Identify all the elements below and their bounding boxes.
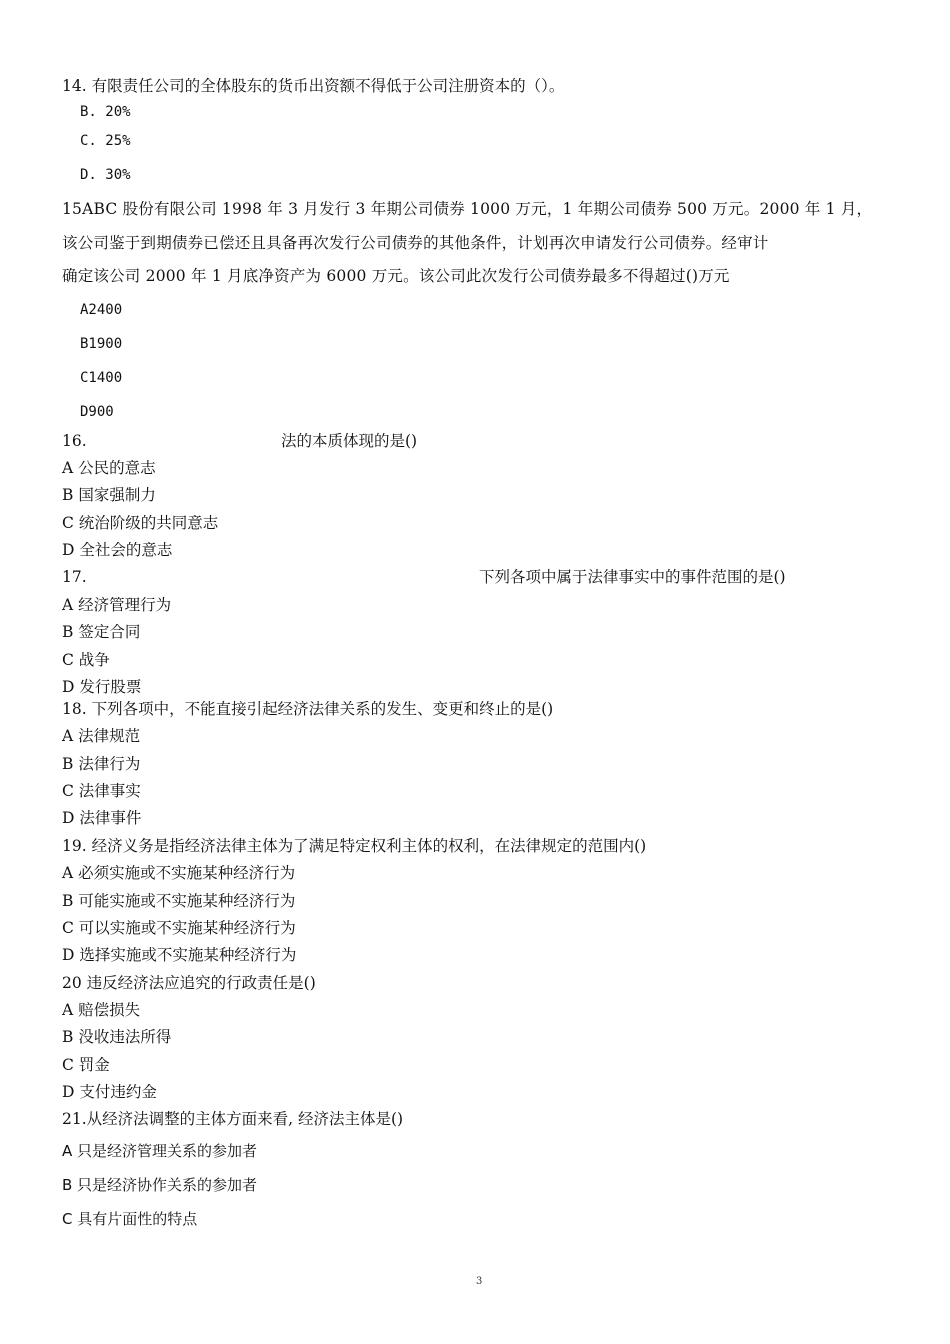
question-18-option-c: C 法律事实 bbox=[62, 782, 141, 800]
question-19-stem: 19. 经济义务是指经济法律主体为了满足特定权利主体的权利，在法律规定的范围内() bbox=[62, 837, 647, 855]
question-17-option-c: C 战争 bbox=[62, 651, 110, 669]
question-18-stem: 18. 下列各项中，不能直接引起经济法律关系的发生、变更和终止的是() bbox=[62, 700, 554, 718]
question-16-option-c: C 统治阶级的共同意志 bbox=[62, 514, 219, 532]
question-17-option-b: B 签定合同 bbox=[62, 623, 141, 641]
question-21-option-a: A 只是经济管理关系的参加者 bbox=[62, 1142, 258, 1160]
question-15-option-b: B1900 bbox=[80, 336, 123, 352]
question-15-stem-line1: 15ABC 股份有限公司 1998 年 3 月发行 3 年期公司债券 1000 万元，1 年期公司债券 500 万元。2000 年 1 月， bbox=[62, 200, 873, 218]
question-18-option-d: D 法律事件 bbox=[62, 809, 142, 827]
question-21-option-b: B 只是经济协作关系的参加者 bbox=[62, 1176, 258, 1194]
question-15-option-c: C1400 bbox=[80, 370, 123, 386]
question-14-option-b: B. 20% bbox=[80, 104, 131, 120]
question-14-option-d: D. 30% bbox=[80, 167, 131, 183]
question-17-number: 17. bbox=[62, 568, 87, 586]
question-20-option-d: D 支付违约金 bbox=[62, 1083, 157, 1101]
question-16-option-b: B 国家强制力 bbox=[62, 486, 156, 504]
question-19-option-b: B 可能实施或不实施某种经济行为 bbox=[62, 892, 296, 910]
question-16-number: 16. bbox=[62, 432, 87, 450]
question-15-option-a: A2400 bbox=[80, 302, 123, 318]
question-19-option-d: D 选择实施或不实施某种经济行为 bbox=[62, 946, 297, 964]
question-14-stem: 14. 有限责任公司的全体股东的货币出资额不得低于公司注册资本的（）。 bbox=[62, 77, 565, 95]
question-15-stem-line2: 该公司鉴于到期债券已偿还且具备再次发行公司债券的其他条件，计划再次申请发行公司债券。经审计 bbox=[62, 234, 769, 252]
page-number: 3 bbox=[476, 1276, 483, 1287]
question-20-stem: 20 违反经济法应追究的行政责任是() bbox=[62, 974, 316, 992]
question-15-stem-line3: 确定该公司 2000 年 1 月底净资产为 6000 万元。该公司此次发行公司债券最多不得超过()万元 bbox=[62, 267, 730, 285]
question-19-option-c: C 可以实施或不实施某种经济行为 bbox=[62, 919, 296, 937]
question-16-option-a: A 公民的意志 bbox=[62, 459, 156, 477]
question-17-option-d: D 发行股票 bbox=[62, 678, 142, 696]
question-21-option-c: C 具有片面性的特点 bbox=[62, 1210, 198, 1228]
question-15-option-d: D900 bbox=[80, 404, 114, 420]
question-14-option-c: C. 25% bbox=[80, 133, 131, 149]
question-20-option-c: C 罚金 bbox=[62, 1056, 110, 1074]
question-16-stem: 法的本质体现的是() bbox=[281, 432, 418, 450]
question-17-stem: 下列各项中属于法律事实中的事件范围的是() bbox=[479, 568, 786, 586]
question-19-option-a: A 必须实施或不实施某种经济行为 bbox=[62, 864, 296, 882]
question-20-option-a: A 赔偿损失 bbox=[62, 1001, 141, 1019]
question-17-option-a: A 经济管理行为 bbox=[62, 596, 172, 614]
question-18-option-a: A 法律规范 bbox=[62, 727, 141, 745]
question-20-option-b: B 没收违法所得 bbox=[62, 1028, 172, 1046]
question-18-option-b: B 法律行为 bbox=[62, 755, 141, 773]
question-16-option-d: D 全社会的意志 bbox=[62, 541, 173, 559]
question-21-stem: 21.从经济法调整的主体方面来看, 经济法主体是() bbox=[62, 1110, 404, 1128]
